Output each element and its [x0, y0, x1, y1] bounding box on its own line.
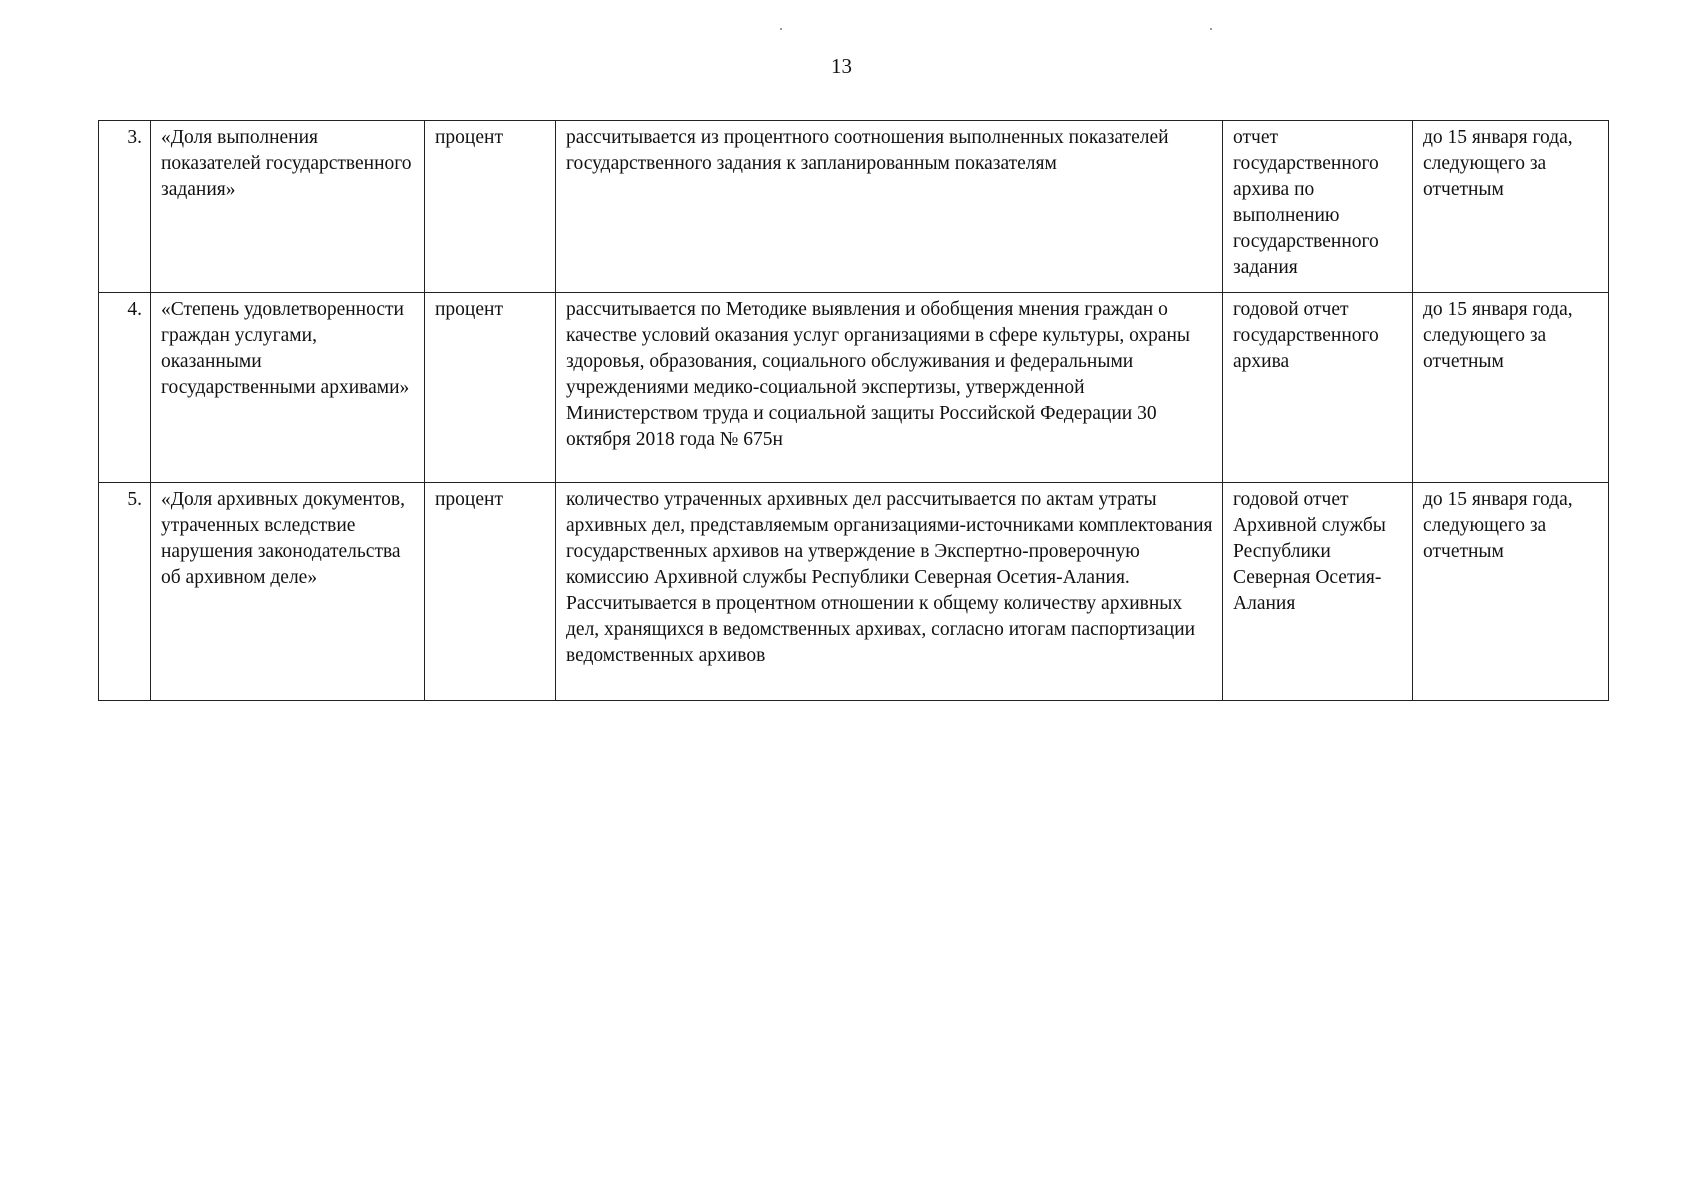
table-row — [99, 293, 1609, 483]
reporting-deadline: до 15 января года, следующего за отчетным — [1413, 293, 1609, 483]
indicator-name: «Доля архивных документов, утраченных вследствие нарушения законодательства об архивном деле» — [151, 483, 425, 701]
indicator-name: «Степень удовлетворенности граждан услугами, оказанными государственными архивами» — [151, 293, 425, 483]
data-source: годовой отчет Архивной службы Республики Северная Осетия-Алания — [1223, 483, 1413, 701]
row-number: 3. — [99, 121, 151, 293]
calculation-method: количество утраченных архивных дел рассчитывается по актам утраты архивных дел, представляемым организациями-источниками комплектования государственных архивов на утверждение в Экспертно-проверочную комиссию Архивной службы Республики Северная Осетия-Алания. Рассчитывается в процентном отношении к общему количеству архивных дел, хранящихся в ведомственных архивах, согласно итогам паспортизации ведомственных архивов — [556, 483, 1223, 701]
data-source: годовой отчет государственного архива — [1223, 293, 1413, 483]
table-row — [99, 121, 1609, 293]
data-source: отчет государственного архива по выполнению государственного задания — [1223, 121, 1413, 293]
page-number: 13 — [831, 54, 852, 78]
table-row — [99, 483, 1609, 701]
calculation-method: рассчитывается из процентного соотношения выполненных показателей государственного задания к запланированным показателям — [556, 121, 1223, 293]
scan-speck — [1210, 28, 1212, 30]
reporting-deadline: до 15 января года, следующего за отчетным — [1413, 483, 1609, 701]
indicator-name: «Доля выполнения показателей государственного задания» — [151, 121, 425, 293]
scan-speck — [780, 28, 782, 30]
indicators-table — [98, 120, 1609, 701]
unit-of-measure: процент — [425, 121, 556, 293]
unit-of-measure: процент — [425, 293, 556, 483]
calculation-method: рассчитывается по Методике выявления и обобщения мнения граждан о качестве условий оказания услуг организациями в сфере культуры, охраны здоровья, образования, социального обслуживания и федеральными учреждениями медико-социальной экспертизы, утвержденной Министерством труда и социальной защиты Российской Федерации 30 октября 2018 года № 675н — [556, 293, 1223, 483]
unit-of-measure: процент — [425, 483, 556, 701]
row-number: 5. — [99, 483, 151, 701]
reporting-deadline: до 15 января года, следующего за отчетным — [1413, 121, 1609, 293]
row-number: 4. — [99, 293, 151, 483]
